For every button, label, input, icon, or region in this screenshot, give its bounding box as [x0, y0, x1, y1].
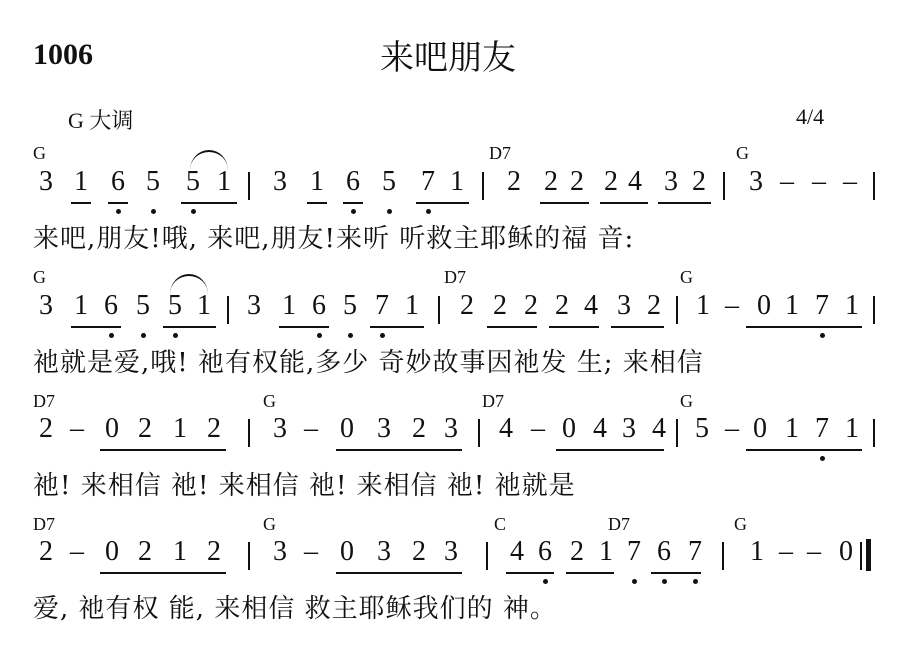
note: 1 [282, 290, 296, 321]
note: 2 [692, 166, 706, 197]
note: 2 [412, 536, 426, 567]
note: 5 [343, 290, 357, 321]
note: 2 [570, 536, 584, 567]
hymn-number: 1006 [33, 38, 93, 71]
chord-label: D7 [608, 514, 630, 534]
note: 2 [507, 166, 521, 197]
note: – [779, 536, 793, 567]
bar-line [486, 542, 488, 570]
note: 3 [273, 536, 287, 567]
note: 1 [173, 413, 187, 444]
bar-line [873, 296, 875, 324]
chord-label: D7 [33, 514, 55, 534]
note: 5 [695, 413, 709, 444]
note: 0 [753, 413, 767, 444]
octave-dot [693, 579, 698, 584]
key-signature: G 大调 [68, 108, 134, 133]
note: 4 [510, 536, 524, 567]
bar-line [676, 419, 678, 447]
beam-underline [658, 202, 711, 204]
note: 7 [627, 536, 641, 567]
note: 1 [197, 290, 211, 321]
beam-underline [746, 326, 862, 328]
chord-label: D7 [482, 391, 504, 411]
chord-label: G [736, 143, 749, 163]
beam-underline [100, 449, 226, 451]
note: 3 [377, 413, 391, 444]
note: 1 [696, 290, 710, 321]
lyric-text: 来吧,朋友!哦, 来吧,朋友!来听 听救主耶稣的福 音: [33, 224, 635, 254]
note: 2 [570, 166, 584, 197]
beam-underline [100, 572, 226, 574]
note: 3 [39, 166, 53, 197]
bar-line [860, 542, 862, 570]
page-title: 来吧朋友 [380, 38, 516, 78]
note: 2 [460, 290, 474, 321]
note: 5 [186, 166, 200, 197]
beam-underline [71, 326, 121, 328]
note: 1 [845, 413, 859, 444]
note: 0 [757, 290, 771, 321]
note: – [304, 413, 318, 444]
bar-line [248, 542, 250, 570]
note: 3 [377, 536, 391, 567]
note: 3 [444, 536, 458, 567]
chord-label: G [263, 391, 276, 411]
note: 7 [688, 536, 702, 567]
note: 3 [273, 166, 287, 197]
note: 4 [652, 413, 666, 444]
beam-underline [566, 572, 614, 574]
note: 0 [105, 413, 119, 444]
note: 1 [217, 166, 231, 197]
beam-underline [336, 449, 462, 451]
note: 4 [499, 413, 513, 444]
octave-dot [151, 209, 156, 214]
time-signature: 4/4 [796, 104, 825, 129]
beam-underline [651, 572, 701, 574]
note: 1 [845, 290, 859, 321]
note: 2 [207, 536, 221, 567]
bar-line [723, 172, 725, 200]
lyric-line [33, 342, 893, 376]
beam-underline [307, 202, 327, 204]
beam-underline [549, 326, 599, 328]
beam-underline [611, 326, 664, 328]
bar-line [227, 296, 229, 324]
note: 3 [247, 290, 261, 321]
note: 1 [450, 166, 464, 197]
note: 1 [405, 290, 419, 321]
note: – [531, 413, 545, 444]
note: – [725, 290, 739, 321]
note: 2 [138, 536, 152, 567]
lyric-line [33, 218, 893, 252]
note: 0 [340, 413, 354, 444]
octave-dot [380, 333, 385, 338]
beam-underline [416, 202, 469, 204]
note: 5 [382, 166, 396, 197]
octave-dot [820, 333, 825, 338]
note: 3 [39, 290, 53, 321]
note: – [812, 166, 826, 197]
beam-underline [370, 326, 424, 328]
bar-line [873, 172, 875, 200]
beam-underline [336, 572, 462, 574]
bar-line [676, 296, 678, 324]
octave-dot [141, 333, 146, 338]
lyric-text: 祂就是爱,哦! 祂有权能,多少 奇妙故事因祂发 生; 来相信 [33, 348, 704, 378]
note: 6 [346, 166, 360, 197]
final-bar-line [866, 539, 871, 571]
note: – [70, 413, 84, 444]
note: 0 [105, 536, 119, 567]
octave-dot [116, 209, 121, 214]
note: 7 [375, 290, 389, 321]
note: 7 [815, 290, 829, 321]
note: 6 [104, 290, 118, 321]
octave-dot [351, 209, 356, 214]
beam-underline [540, 202, 589, 204]
lyric-text: 爱, 祂有权 能, 来相信 救主耶稣我们的 神。 [33, 594, 557, 624]
note: 5 [136, 290, 150, 321]
note-row [0, 536, 916, 576]
octave-dot [632, 579, 637, 584]
note: – [304, 536, 318, 567]
chord-label: G [33, 143, 46, 163]
note: 7 [815, 413, 829, 444]
note: 4 [628, 166, 642, 197]
note: 3 [444, 413, 458, 444]
beam-underline [487, 326, 537, 328]
beam-underline [506, 572, 554, 574]
octave-dot [109, 333, 114, 338]
note: 6 [657, 536, 671, 567]
note: 2 [524, 290, 538, 321]
note: 1 [599, 536, 613, 567]
note: – [807, 536, 821, 567]
octave-dot [662, 579, 667, 584]
note: 2 [412, 413, 426, 444]
bar-line [482, 172, 484, 200]
note: – [70, 536, 84, 567]
note: 5 [168, 290, 182, 321]
note: 2 [555, 290, 569, 321]
tie-arc [170, 274, 208, 294]
chord-label: C [494, 514, 507, 534]
octave-dot [820, 456, 825, 461]
beam-underline [181, 202, 237, 204]
note: 1 [74, 290, 88, 321]
octave-dot [426, 209, 431, 214]
note: 3 [617, 290, 631, 321]
chord-label: D7 [33, 391, 55, 411]
note: 2 [207, 413, 221, 444]
chord-label: D7 [489, 143, 511, 163]
chord-label: G [263, 514, 276, 534]
beam-underline [108, 202, 128, 204]
note: – [780, 166, 794, 197]
bar-line [248, 419, 250, 447]
note: 4 [584, 290, 598, 321]
bar-line [248, 172, 250, 200]
chord-label: G [680, 267, 693, 287]
note: 1 [310, 166, 324, 197]
note: 3 [664, 166, 678, 197]
note: 2 [39, 413, 53, 444]
note: 1 [750, 536, 764, 567]
octave-dot [317, 333, 322, 338]
chord-label: D7 [444, 267, 466, 287]
note-row [0, 290, 916, 330]
note: 2 [544, 166, 558, 197]
note: 7 [421, 166, 435, 197]
bar-line [873, 419, 875, 447]
note: 2 [138, 413, 152, 444]
note: 6 [538, 536, 552, 567]
note: 3 [749, 166, 763, 197]
note: 1 [173, 536, 187, 567]
note: 0 [562, 413, 576, 444]
chord-label: G [734, 514, 747, 534]
chord-label: G [680, 391, 693, 411]
bar-line [478, 419, 480, 447]
note: 2 [39, 536, 53, 567]
note: 3 [273, 413, 287, 444]
lyric-line [33, 465, 893, 499]
note: 0 [839, 536, 853, 567]
note-row [0, 166, 916, 206]
beam-underline [343, 202, 363, 204]
lyric-text: 祂! 来相信 祂! 来相信 祂! 来相信 祂! 祂就是 [33, 471, 576, 501]
note: 1 [74, 166, 88, 197]
note: 6 [312, 290, 326, 321]
note: 5 [146, 166, 160, 197]
octave-dot [173, 333, 178, 338]
bar-line [722, 542, 724, 570]
note: 2 [604, 166, 618, 197]
beam-underline [71, 202, 91, 204]
note: – [843, 166, 857, 197]
octave-dot [387, 209, 392, 214]
note: 1 [785, 290, 799, 321]
note: 2 [493, 290, 507, 321]
note: – [725, 413, 739, 444]
note: 1 [785, 413, 799, 444]
beam-underline [600, 202, 648, 204]
note-row [0, 413, 916, 453]
note: 4 [593, 413, 607, 444]
octave-dot [191, 209, 196, 214]
bar-line [438, 296, 440, 324]
octave-dot [348, 333, 353, 338]
lyric-line [33, 588, 893, 622]
note: 0 [340, 536, 354, 567]
octave-dot [543, 579, 548, 584]
chord-label: G [33, 267, 46, 287]
note: 3 [622, 413, 636, 444]
tie-arc [190, 150, 228, 170]
note: 6 [111, 166, 125, 197]
beam-underline [279, 326, 329, 328]
note: 2 [647, 290, 661, 321]
beam-underline [746, 449, 862, 451]
beam-underline [163, 326, 216, 328]
beam-underline [556, 449, 664, 451]
